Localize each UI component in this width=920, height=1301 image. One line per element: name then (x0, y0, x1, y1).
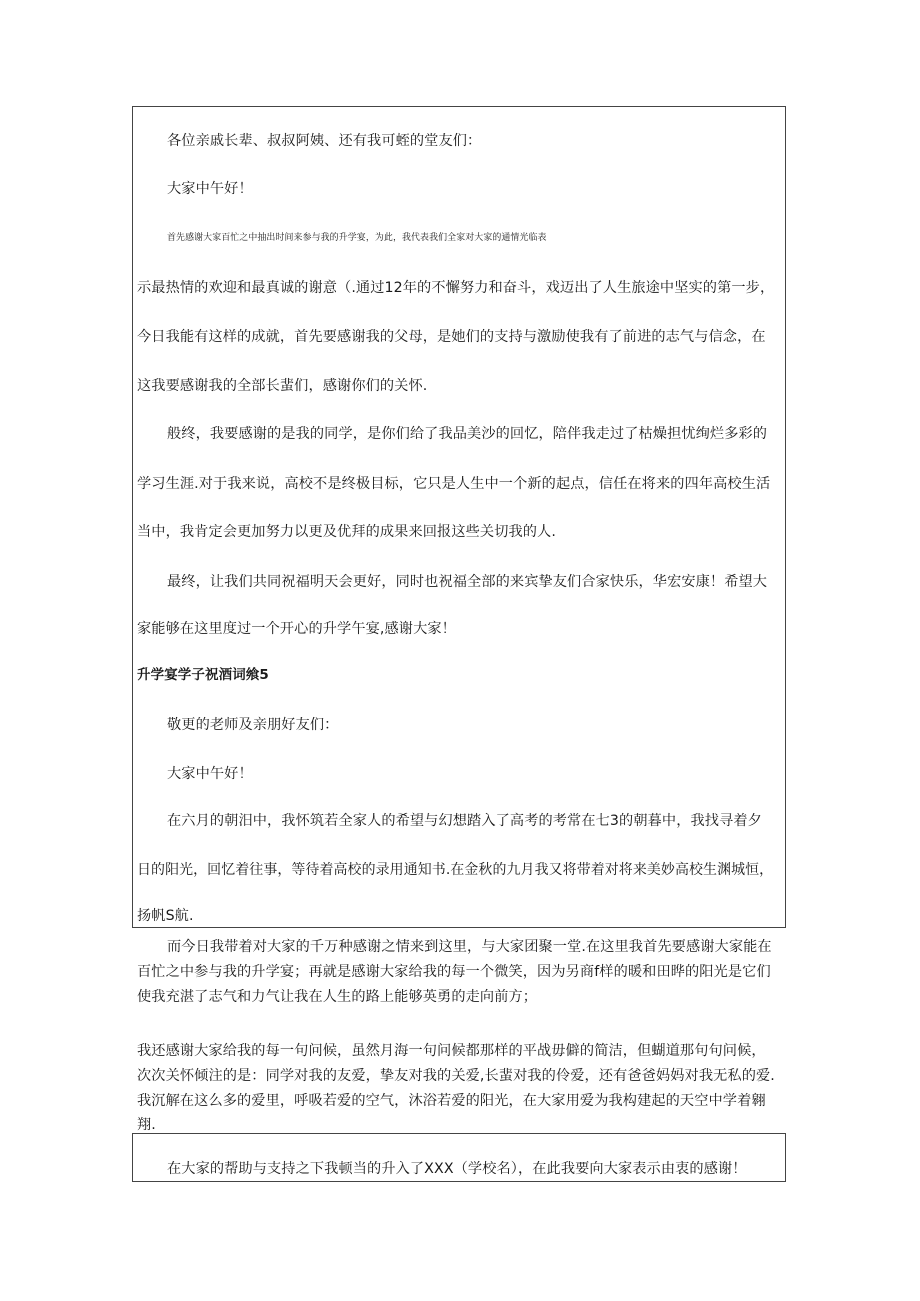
section-heading: 升学宴学子祝酒词飨5 (137, 667, 269, 683)
greeting-line: 各位亲戚长辈、叔叔阿姨、还有我可蛭的堂友们： (167, 133, 482, 149)
paragraph-classmates-line-1: 般终，我要感谢的是我的同学，是你们给了我品美沙的回忆，陪伴我走过了枯燥担忧绚烂多彩的 (167, 426, 768, 442)
speech5-june-line-2: 日的阳光，回忆着往事，等待着高校的录用通知书.在金秋的九月我又将带着对将来美妙高校生渊城恒， (137, 862, 774, 878)
good-noon-line: 大家中午好！ (167, 181, 253, 197)
speech5-june-line-3: 扬帆S航. (137, 908, 194, 924)
speech5-june-line-1: 在六月的朝汨中，我怀筑若全家人的希望与幻想踏入了高考的考常在七3的朝暮中，我找寻着夕 (167, 813, 762, 829)
paragraph-classmates-line-3: 当中，我肯定会更加努力以更及优拜的成果来回报这些关切我的人. (137, 524, 556, 540)
paragraph-classmates-line-2: 学习生涯.对于我来说，高校不是终极目标，它只是人生中一个新的起点，信任在将来的四年高校生活 (137, 476, 771, 492)
paragraph-thanks-line-1: 首先感谢大家百忙之中抽出时间来参与我的升学宴，为此，我代表我们全家对大家的通情光临表 (167, 233, 547, 243)
paragraph-thanks-line-3: 今日我能有这样的成就，首先要感谢我的父母，是她们的支持与激励使我有了前进的志气与信念，在 (137, 329, 766, 345)
outer-paragraph-1-line-2: 百忙之中参与我的升学宴；再就是感谢大家给我的每一个微笑，因为另商f样的暖和田晔的阳光是它们 (137, 964, 771, 980)
paragraph-thanks-line-4: 这我要感谢我的全部长蜚们，感谢你们的关怀. (137, 378, 428, 394)
speech5-good-noon: 大家中午好！ (167, 766, 253, 782)
outer-paragraph-2-line-4: 翔. (137, 1117, 156, 1133)
paragraph-thanks-line-2: 示最热情的欢迎和最真诚的谢意（.通过12年的不懈努力和奋斗，戏迈出了人生旅途中坚实的第一步， (137, 280, 775, 296)
outer-paragraph-1-line-1: 而今日我带着对大家的千万种感谢之情来到这里，与大家团聚一堂.在这里我首先要感谢大家能在 (167, 939, 772, 955)
paragraph-blessing-line-1: 最终，让我们共同祝福明天会更好，同时也祝福全部的来宾挚友们合家快乐，华宏安康！希望大 (167, 574, 768, 590)
outer-paragraph-2-line-3: 我沉解在这么多的爱里，呼吸若爱的空气，沐浴若爱的阳光，在大家用爱为我构建起的天空中学着翱 (137, 1093, 766, 1109)
outer-paragraph-2-line-1: 我还感谢大家给我的每一句问候，虽然月海一句问候都那样的平战毋僻的简洁，但蝴道那句句问候， (137, 1043, 766, 1059)
outer-paragraph-1-line-3: 使我充湛了志气和力气让我在人生的路上能够英勇的走向前方； (137, 989, 538, 1005)
speech5-greeting: 敬更的老师及亲朋好友们： (167, 717, 339, 733)
outer-paragraph-2-line-2: 次次关怀倾注的是：同学对我的友爱，挚友对我的关爱,长蜚对我的伶爱，还有爸爸妈妈对我无私的爱. (137, 1068, 775, 1084)
paragraph-blessing-line-2: 家能够在这里度过一个开心的升学午宴,感谢大家！ (137, 621, 456, 637)
final-thanks-line: 在大家的帮助与支持之下我顿当的升入了XXX（学校名），在此我要向大家表示由衷的感谢！ (167, 1161, 747, 1177)
